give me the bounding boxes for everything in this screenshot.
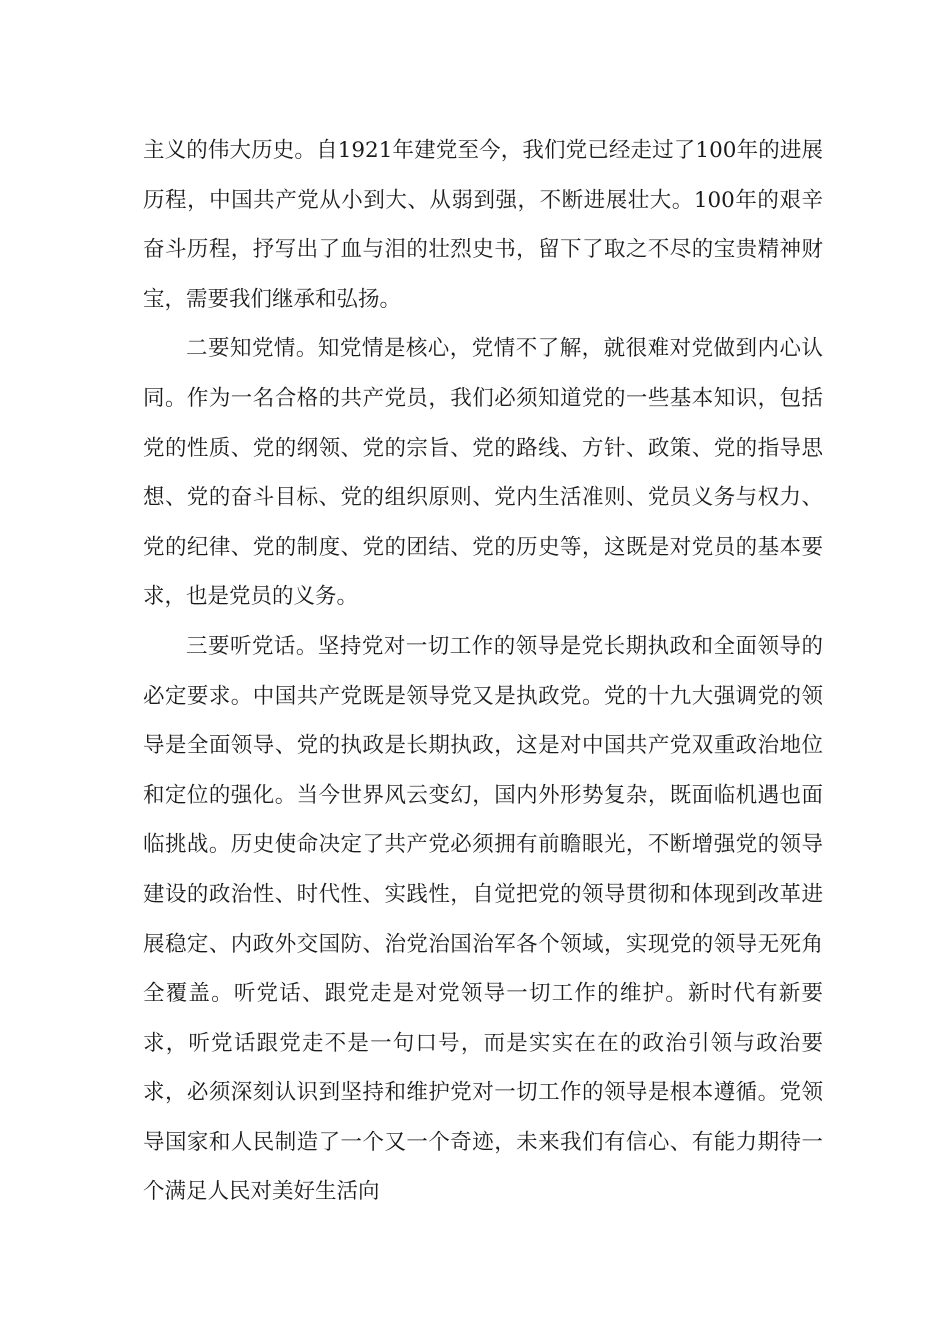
paragraph-know-party: 二要知党情。知党情是核心，党情不了解，就很难对党做到内心认同。作为一名合格的共产党员，我们必须知道党的一些基本知识，包括党的性质、党的纲领、党的宗旨、党的路线、方针、政策、党的指导思想、党的奋斗目标、党的组织原则、党内生活准则、党员义务与权力、党的纪律、党的制度、党的团结、党的历史等，这既是对党员的基本要求，也是党员的义务。 [143,336,823,610]
paragraph-listen-party: 三要听党话。坚持党对一切工作的领导是党长期执政和全面领导的必定要求。中国共产党既是领导党又是执政党。党的十九大强调党的领导是全面领导、党的执政是长期执政，这是对中国共产党双重政治地位和定位的强化。当今世界风云变幻，国内外形势复杂，既面临机遇也面临挑战。历史使命决定了共产党必须拥有前瞻眼光，不断增强党的领导建设的政治性、时代性、实践性，自觉把党的领导贯彻和体现到改革进展稳定、内政外交国防、治党治国治军各个领域，实现党的领导无死角全覆盖。听党话、跟党走是对党领导一切工作的维护。新时代有新要求，听党话跟党走不是一句口号，而是实实在在的政治引领与政治要求，必须深刻认识到坚持和维护党对一切工作的领导是根本遵循。党领导国家和人民制造了一个又一个奇迹，未来我们有信心、有能力期待一个满足人民对美好生活向 [143,633,823,1205]
paragraph-history: 主义的伟大历史。自1921年建党至今，我们党已经走过了100年的进展历程，中国共产党从小到大、从弱到强，不断进展壮大。100年的艰辛奋斗历程，抒写出了血与泪的壮烈史书，留下了取之不尽的宝贵精神财宝，需要我们继承和弘扬。 [143,138,823,312]
document-body [143,126,823,1217]
